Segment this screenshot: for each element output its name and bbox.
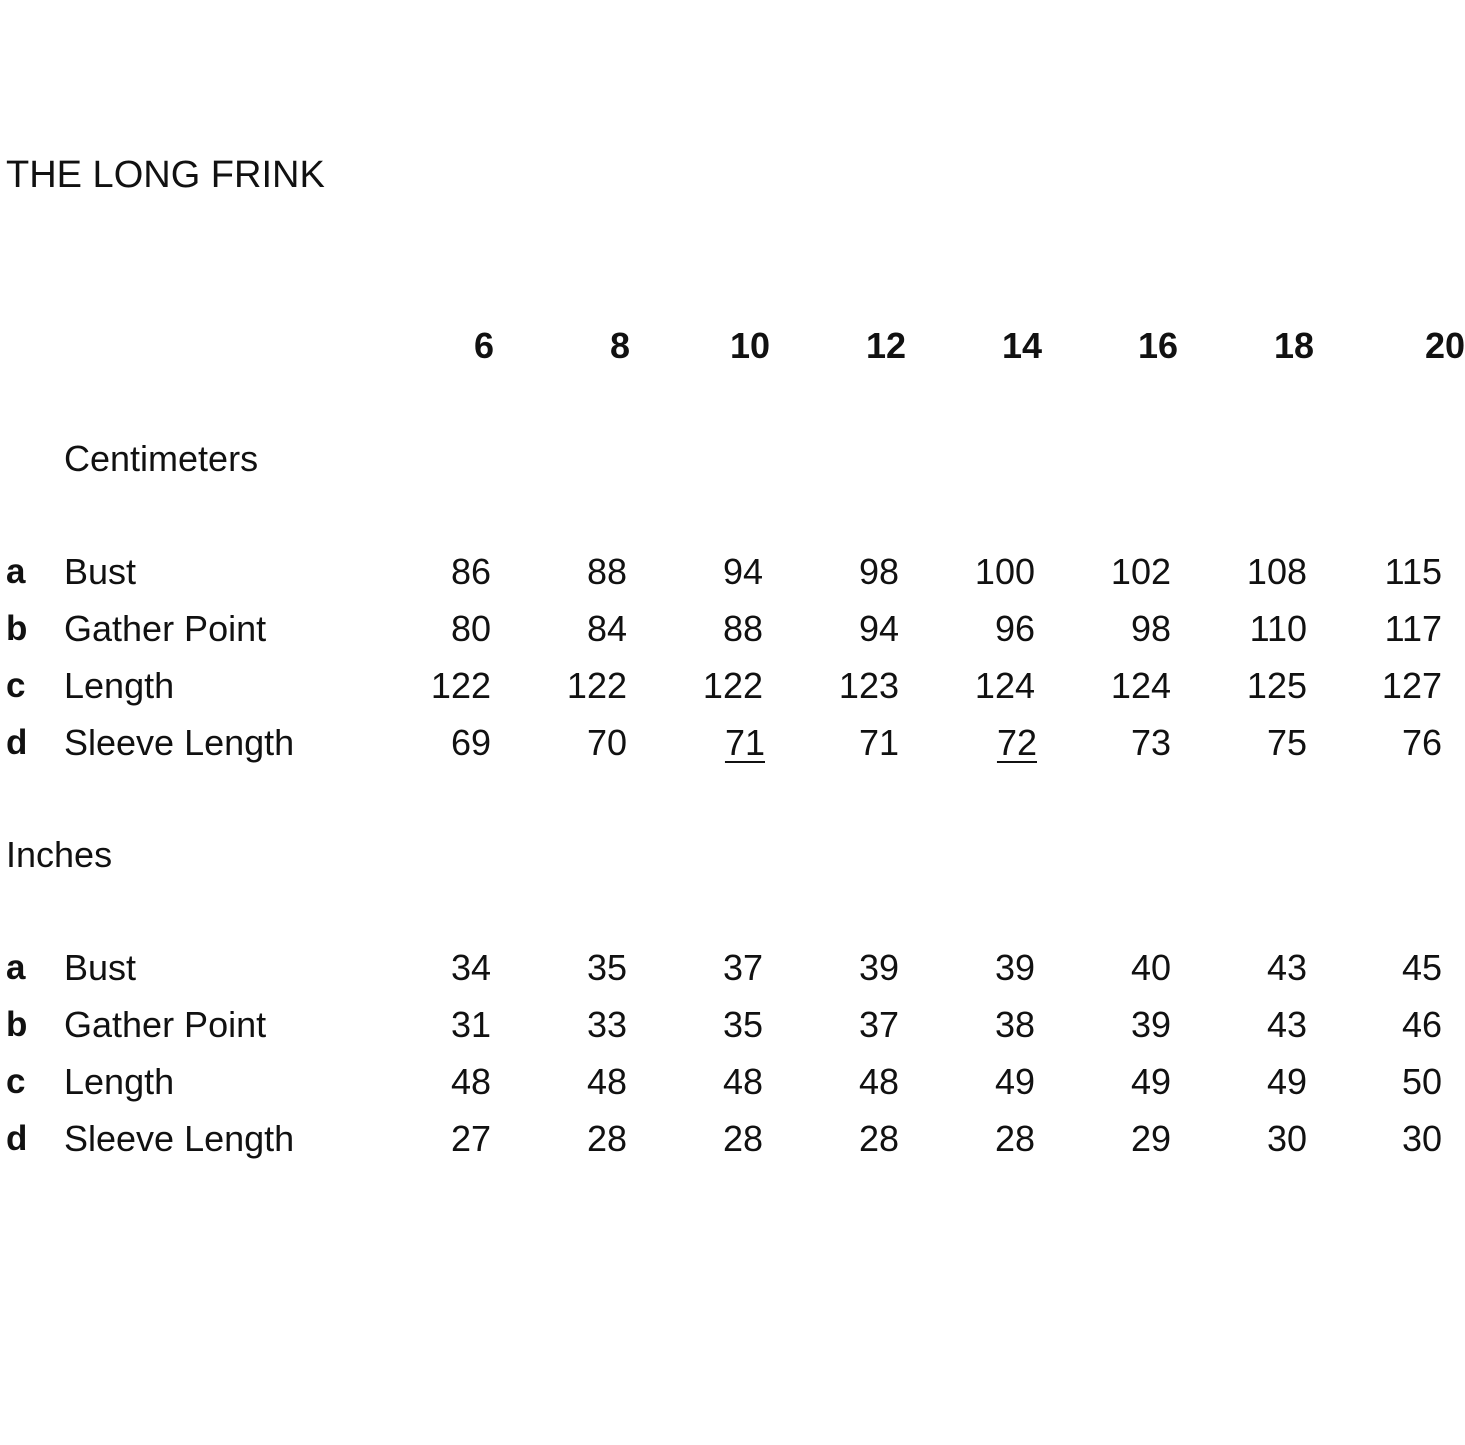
row-letter: b <box>6 1005 28 1044</box>
table-cell: 115 <box>1384 551 1442 592</box>
table-row <box>0 999 1445 1051</box>
table-cell: 46 <box>1401 1004 1442 1045</box>
table-cell: 75 <box>1266 722 1307 763</box>
row-label: Gather Point <box>64 1004 267 1045</box>
underlined-value: 72 <box>996 722 1037 763</box>
table-cell: 98 <box>858 551 899 592</box>
table-cell: 122 <box>430 665 491 706</box>
table-cell: 124 <box>1110 665 1171 706</box>
row-letter: c <box>6 666 26 705</box>
size-header: 6 <box>473 325 494 366</box>
table-cell: 70 <box>586 722 627 763</box>
table-row <box>0 546 1445 598</box>
row-label: Gather Point <box>64 608 267 649</box>
table-cell: 33 <box>586 1004 627 1045</box>
table-cell: 94 <box>858 608 899 649</box>
table-row <box>0 660 1445 712</box>
size-header: 20 <box>1424 325 1465 366</box>
table-cell: 30 <box>1266 1118 1307 1159</box>
table-cell: 37 <box>722 947 763 988</box>
table-cell: 96 <box>994 608 1035 649</box>
table-cell: 34 <box>450 947 491 988</box>
row-label: Bust <box>64 551 137 592</box>
table-cell: 80 <box>450 608 491 649</box>
table-cell: 49 <box>1266 1061 1307 1102</box>
section-label-centimeters: Centimeters <box>64 438 259 479</box>
table-cell: 28 <box>586 1118 627 1159</box>
size-header: 14 <box>1001 325 1042 366</box>
table-cell: 88 <box>722 608 763 649</box>
table-cell: 117 <box>1384 608 1442 649</box>
size-header: 12 <box>865 325 906 366</box>
table-cell-underlined <box>655 717 765 769</box>
table-cell: 48 <box>586 1061 627 1102</box>
table-row <box>0 1056 1445 1108</box>
table-cell: 49 <box>1130 1061 1171 1102</box>
row-label: Length <box>64 665 175 706</box>
table-cell: 71 <box>858 722 899 763</box>
row-letter: b <box>6 609 28 648</box>
table-row <box>0 717 1445 769</box>
table-cell: 124 <box>974 665 1035 706</box>
table-cell: 86 <box>450 551 491 592</box>
size-header: 18 <box>1273 325 1314 366</box>
row-letter: c <box>6 1062 26 1101</box>
size-header: 16 <box>1137 325 1178 366</box>
table-row <box>0 942 1445 994</box>
table-cell: 84 <box>586 608 627 649</box>
table-cell: 39 <box>1130 1004 1171 1045</box>
table-cell: 48 <box>722 1061 763 1102</box>
row-label: Bust <box>64 947 137 988</box>
table-cell: 108 <box>1246 551 1307 592</box>
table-cell: 31 <box>450 1004 491 1045</box>
table-cell: 73 <box>1130 722 1171 763</box>
row-letter: d <box>6 1119 28 1158</box>
table-cell: 102 <box>1110 551 1171 592</box>
table-cell: 76 <box>1401 722 1442 763</box>
table-cell: 37 <box>858 1004 899 1045</box>
underlined-value: 71 <box>724 722 765 763</box>
table-cell: 125 <box>1246 665 1307 706</box>
table-row <box>0 603 1445 655</box>
table-cell: 100 <box>974 551 1035 592</box>
size-header: 8 <box>609 325 630 366</box>
row-label: Sleeve Length <box>64 1118 295 1159</box>
table-cell: 29 <box>1130 1118 1171 1159</box>
row-label: Length <box>64 1061 175 1102</box>
table-cell: 43 <box>1266 1004 1307 1045</box>
table-cell: 28 <box>858 1118 899 1159</box>
table-cell: 43 <box>1266 947 1307 988</box>
table-cell: 28 <box>722 1118 763 1159</box>
table-cell-underlined <box>927 717 1037 769</box>
table-cell: 40 <box>1130 947 1171 988</box>
table-cell: 35 <box>722 1004 763 1045</box>
table-cell: 39 <box>858 947 899 988</box>
table-cell: 38 <box>994 1004 1035 1045</box>
table-cell: 88 <box>586 551 627 592</box>
table-cell: 39 <box>994 947 1035 988</box>
row-letter: a <box>6 948 26 987</box>
size-header-row <box>0 322 1465 370</box>
table-cell: 50 <box>1401 1061 1442 1102</box>
table-cell: 98 <box>1130 608 1171 649</box>
table-cell: 48 <box>450 1061 491 1102</box>
table-cell: 49 <box>994 1061 1035 1102</box>
table-cell: 94 <box>722 551 763 592</box>
table-cell: 28 <box>994 1118 1035 1159</box>
table-cell: 30 <box>1401 1118 1442 1159</box>
table-row <box>0 1113 1445 1165</box>
table-cell: 27 <box>450 1118 491 1159</box>
row-letter: a <box>6 552 26 591</box>
table-cell: 122 <box>702 665 763 706</box>
page-title: THE LONG FRINK <box>6 154 325 196</box>
table-cell: 122 <box>566 665 627 706</box>
table-cell: 45 <box>1401 947 1442 988</box>
table-cell: 69 <box>450 722 491 763</box>
table-cell: 127 <box>1381 665 1442 706</box>
size-header: 10 <box>729 325 770 366</box>
table-cell: 110 <box>1249 608 1307 649</box>
section-label-inches: Inches <box>6 834 113 875</box>
table-cell: 35 <box>586 947 627 988</box>
table-cell: 48 <box>858 1061 899 1102</box>
row-letter: d <box>6 723 28 762</box>
table-cell: 123 <box>838 665 899 706</box>
row-label: Sleeve Length <box>64 722 295 763</box>
